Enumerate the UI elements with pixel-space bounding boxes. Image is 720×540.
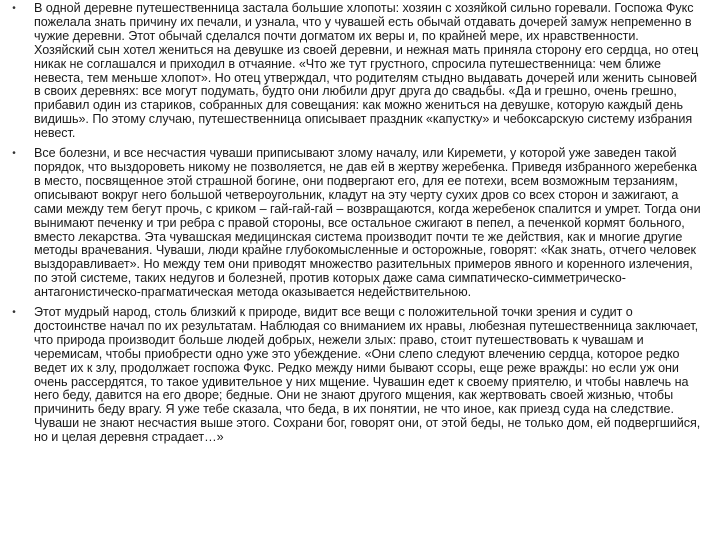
bullet-icon: • bbox=[12, 307, 16, 319]
paragraph-illness-kiremet: Все болезни, и все несчастия чуваши приписывают злому началу, или Киремети, у которой уже заведен такой порядок, что выздороветь никому не позволяется, не дав ей в жертву жеребенка. Приведя избранного жеребенка в место, посвященное этой страшной богине, они подвергают его, для ее потехи, всем возможным терзаниям, описывают вокруг него большой четвероугольник, кладут на эту черту сухих дров со всех сторон и зажигают, а сами между тем бегут прочь, с криком – гай-гай-гай – возвращаются, когда жеребенок спалится и умрет. Тогда они вынимают печенку и три ребра с правой стороны, все остальное сжигают в пепел, а печенкой кормят больного, вместо лекарства. Эта чувашская медицинская система производит почти те же действия, как и многие другие методы врачевания. Чуваши, люди крайне глубокомысленные и осторожные, говорят: «Как знать, отчего человек выздоравливает». Но между тем они приводят множество разительных примеров явного и коренного излечения, по этой системе, таких недугов и болезней, против которых даже сама симпатическо-симметрическо-антагонистическо-прагматическая метода оказывается недействительною. bbox=[34, 146, 701, 300]
document-page bbox=[0, 2, 720, 540]
list-item bbox=[8, 306, 702, 445]
bullet-list bbox=[8, 2, 702, 445]
list-item bbox=[8, 2, 702, 141]
paragraph-wise-people: Этот мудрый народ, столь близкий к природе, видит все вещи с положительной точки зрения и судит о достоинстве начал по их результатам. Наблюдая со вниманием их нравы, любезная путешественница заключает, что природа производит больше людей добрых, нежели злых: право, стоит путешествовать к чувашам и черемисам, чтобы приобрести одно уже это убеждение. «Они слепо следуют влечению сердца, которое редко ведет их к злу, продолжает госпожа Фукс. Редко между ними бывают ссоры, еще реже вражды: но если уж они очень рассердятся, то такое удивительное у них мщение. Чувашин едет к своему приятелю, и чтобы навлечь на него беду, давится на его дворе; бедные. Они не знают другого мщения, как жертвовать своей жизнью, чтобы причинить беду врагу. Я уже тебе сказала, что беда, в их понятии, не что иное, как приезд суда на следствие. Чуваши не знают несчастия выше этого. Сохрани бог, говорят они, от этой беды, не только дом, ей подвергшийся, но и целая деревня страдает…» bbox=[34, 305, 701, 445]
list-item bbox=[8, 147, 702, 300]
paragraph-wedding-custom: В одной деревне путешественница застала большие хлопоты: хозяин с хозяйкой сильно горевали. Госпожа Фукс пожелала знать причину их печали, и узнала, что у чувашей есть обычай отдавать дочерей замуж непременно в чужие деревни. Этот обычай сделался почти догматом их веры и, по крайней мере, их нравственности. Хозяйский сын хотел жениться на девушке из своей деревни, и нежная мать приняла сторону его сердца, но отец никак не соглашался и приходил в отчаяние. «Что же тут грустного, спросила путешественница: чем ближе невеста, тем меньше хлопот». Но отец утверждал, что родителям стыдно выдавать дочерей или женить сыновей в своих деревнях: все могут подумать, будто они любили друг друга до свадьбы. «Да и грешно, очень грешно, прибавил один из стариков, собранных для совещания: как можно жениться на девушке, которую каждый день видишь». По этому случаю, путешественница описывает праздник «капустку» и чебоксарскую систему избрания невест. bbox=[34, 1, 699, 141]
bullet-icon: • bbox=[12, 3, 16, 14]
bullet-icon: • bbox=[12, 148, 16, 160]
